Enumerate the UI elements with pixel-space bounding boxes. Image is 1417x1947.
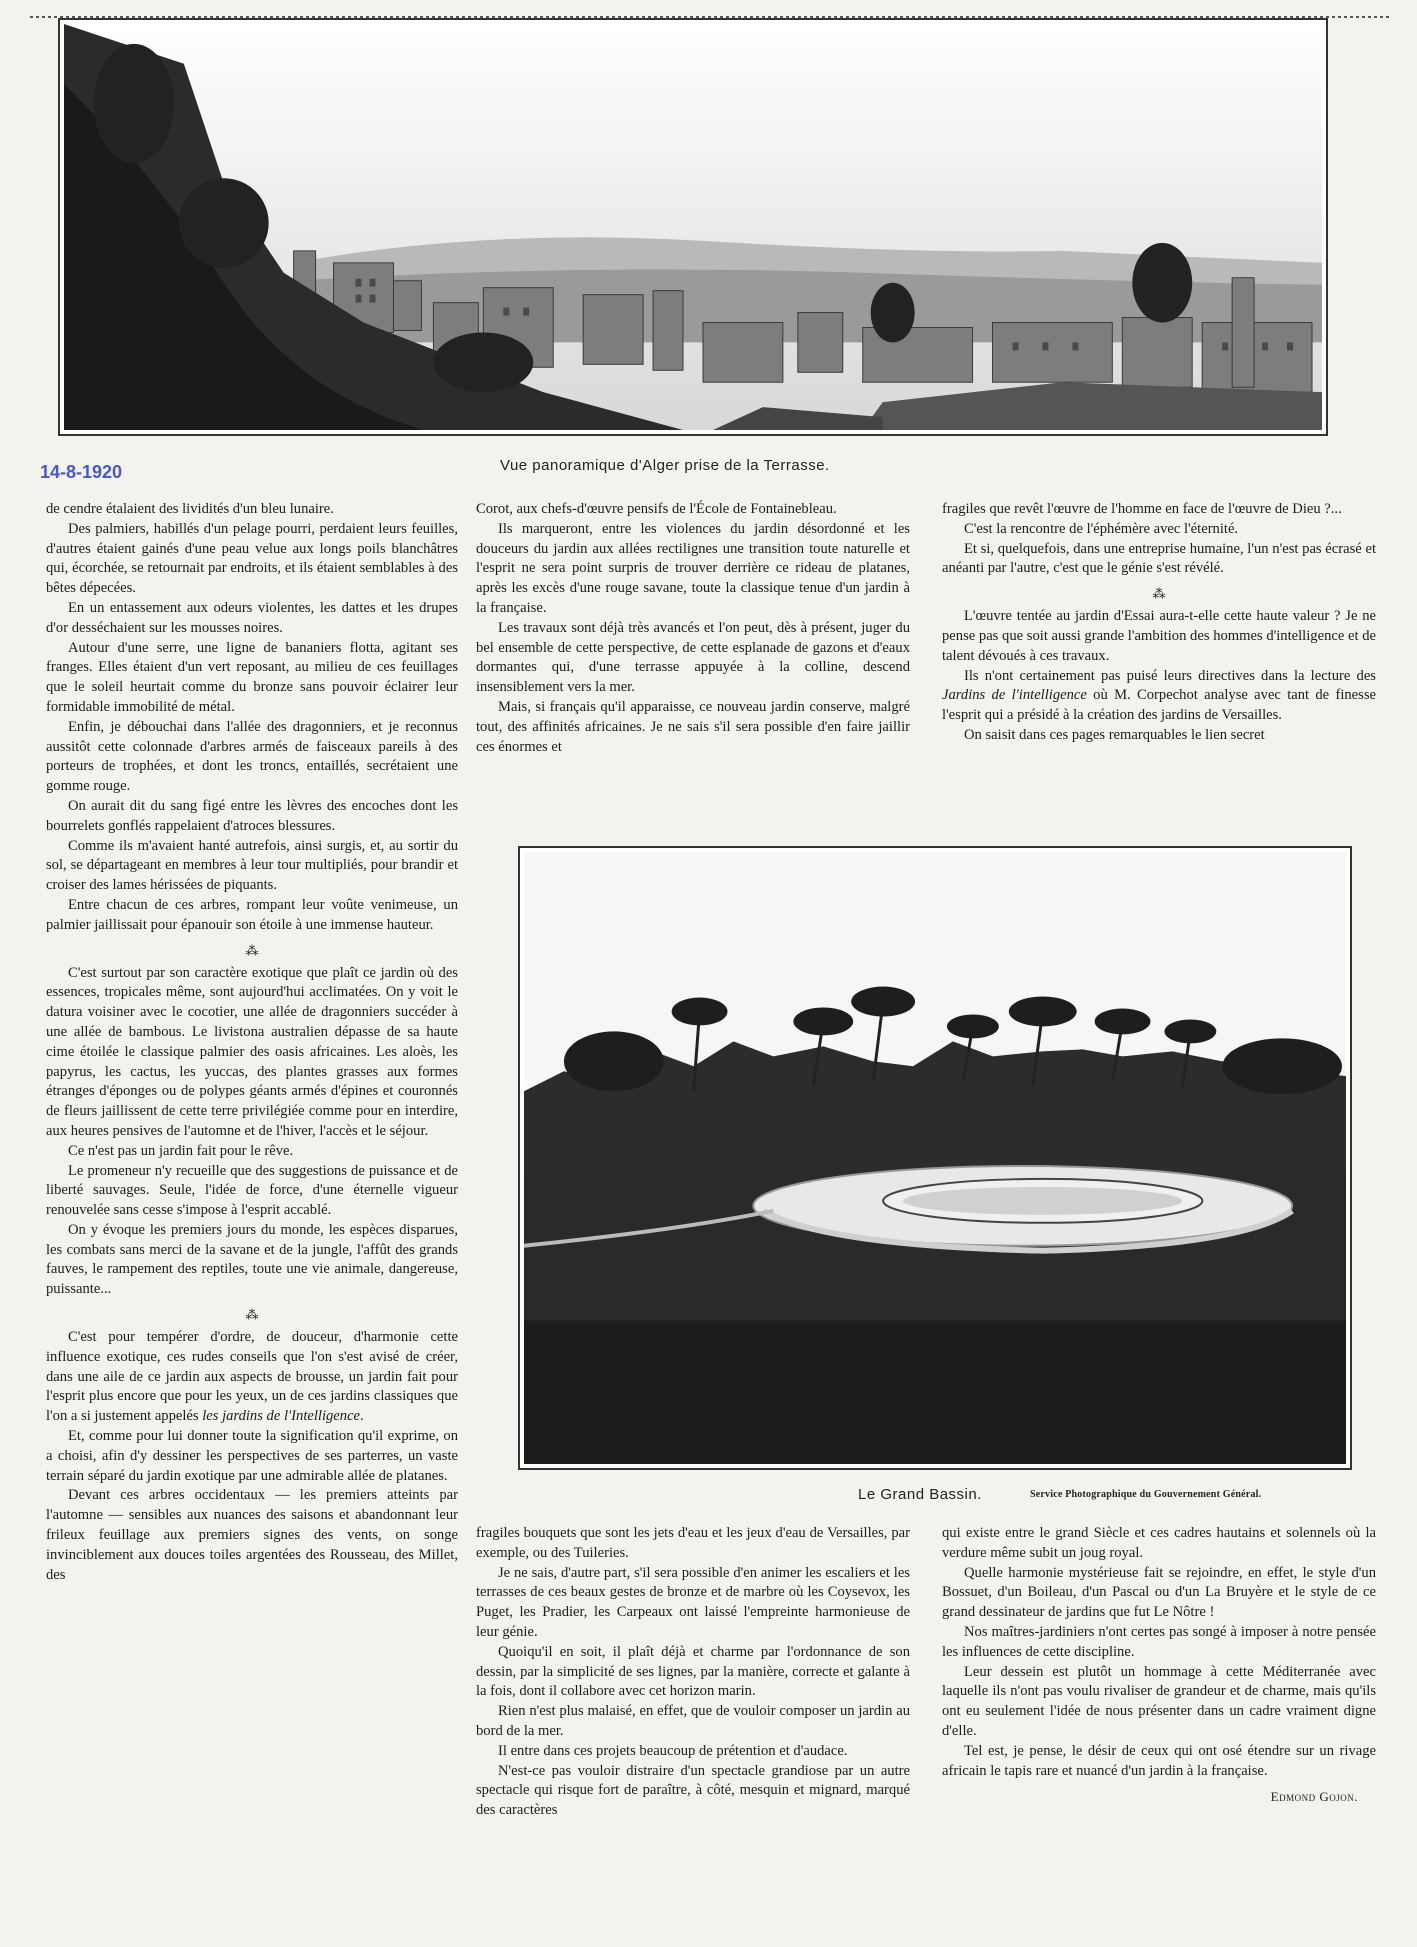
paragraph: Je ne sais, d'autre part, s'il sera possible d'en animer les escaliers et les terrasses de ces beaux gestes de bronze et de marbre où les Coysevox, les Puget, les Pradier, les Carpeaux ont laissé l'empreinte harmonieuse de leur génie. [476,1564,910,1640]
paragraph: Et, comme pour lui donner toute la signification qu'il exprime, on a choisi, afin d'y dessiner les perspectives de ses parterres, un vaste terrain séparé du jardin exotique par une admirable allée de platanes. [46,1428,458,1484]
photo-credit: Service Photographique du Gouvernement Général. [1030,1489,1262,1500]
article-column-3-bottom [942,1524,1376,1934]
section-separator: ⁂ [245,1307,259,1323]
paragraph: Enfin, je débouchai dans l'allée des dragonniers, et je reconnus aussitôt cette colonnade d'arbres armés de faisceaux pareils à des porteurs de trophées, et dont les troncs, entaillés, secrétaient une gomme rouge. [46,718,458,795]
article-column-1 [46,500,458,1940]
paragraph: fragiles que revêt l'œuvre de l'homme en face de l'œuvre de Dieu ?... [942,501,1342,517]
paragraph: Ce n'est pas un jardin fait pour le rêve. [68,1142,294,1159]
paragraph: Devant ces arbres occidentaux — les premiers atteints par l'automne — sensibles aux nuances des saisons et abandonnant leur frileux feuillage aux premiers signes des vents, on songe invinciblement aux douces toiles argentées des Rousseau, des Millet, des [46,1487,458,1583]
paragraph: Nos maîtres-jardiniers n'ont certes pas songé à imposer à notre pensée les influences de cette discipline. [942,1623,1376,1660]
paragraph: Corot, aux chefs-d'œuvre pensifs de l'École de Fontainebleau. [476,501,837,517]
paragraph: de cendre étalaient des lividités d'un bleu lunaire. [46,501,334,517]
paragraph: L'œuvre tentée au jardin d'Essai aura-t-elle cette haute valeur ? Je ne pense pas que soit aussi grande l'ambition des hommes d'intelligence et de talent dévoués à ces travaux. [942,608,1376,664]
grand-bassin-photo [518,846,1352,1470]
paragraph: On saisit dans ces pages remarquables le lien secret [964,726,1265,743]
paragraph: fragiles bouquets que sont les jets d'eau et les jeux d'eau de Versailles, par exemple, ou des Tuileries. [476,1525,910,1561]
paragraph: C'est la rencontre de l'éphémère avec l'éternité. [964,520,1239,537]
panorama-illustration [64,24,1322,430]
section-separator: ⁂ [245,942,259,958]
paragraph: Autour d'une serre, une ligne de bananiers flotta, agitant ses franges. Elles étaient d'un vert reposant, au milieu de ces feuillages que le soleil heurtait comme du bronze sans pouvoir éclairer leur formidable immobilité de métal. [46,639,458,715]
paragraph: Quelle harmonie mystérieuse fait se rejoindre, en effet, le style d'un Bossuet, d'un Boileau, d'un Pascal ou d'un La Bruyère et le style de ce grand dessinateur de jardins que fut Le Nôtre ! [942,1564,1376,1621]
paragraph: Entre chacun de ces arbres, rompant leur voûte venimeuse, un palmier jaillissait pour épanouir son étoile à une immense hauteur. [46,896,458,933]
paragraph: Et si, quelquefois, dans une entreprise humaine, l'un n'est pas écrasé et anéanti par l'autre, c'est que le génie s'est révélé. [942,540,1376,577]
paragraph: Il entre dans ces projets beaucoup de prétention et d'audace. [498,1742,848,1759]
paragraph: Ils n'ont certainement pas puisé leurs directives dans la lecture des Jardins de l'intelligence où M. Corpechot analyse avec tant de finesse l'esprit qui a présidé à la création des jardins de Versailles. [942,667,1376,724]
paragraph: Ils marqueront, entre les violences du jardin désordonné et les douceurs du jardin aux allées rectilignes une transition toute naturelle et l'esprit ne sera point surpris de trouver derrière ce rideau de platanes, après les excès d'une rouge savane, toute la classique tenue d'un jardin à la française. [476,520,910,616]
paragraph: Tel est, je pense, le désir de ceux qui ont osé étendre sur un rivage africain le tapis rare et nuancé d'un jardin à la française. [942,1742,1376,1779]
paragraph: N'est-ce pas vouloir distraire d'un spectacle grandiose par un autre spectacle qui risque fort de paraître, à côté, mesquin et mignard, marqué des caractères [476,1762,910,1819]
garden-illustration [524,852,1346,1464]
panorama-caption: Vue panoramique d'Alger prise de la Terrasse. [500,457,830,474]
paragraph: Des palmiers, habillés d'un pelage pourri, perdaient leurs feuilles, d'autres étaient gainés d'une peau velue aux longs poils blanchâtres qui, écorchée, se retournait par endroits, et ils étaient semblables à des bêtes dépecées. [46,520,458,597]
article-column-3-top [942,500,1376,820]
paragraph: Les travaux sont déjà très avancés et l'on peut, dès à présent, juger du bel ensemble de cette perspective, de cette esplanade de gazons et d'eaux dormantes qui, d'une terrasse appuyée à la colline, descend insensiblement vers la mer. [476,619,910,696]
paragraph: On aurait dit du sang figé entre les lèvres des encoches dont les bourrelets gonflés rappelaient d'atroces blessures. [46,797,458,834]
paragraph: Rien n'est plus malaisé, en effet, que de vouloir composer un jardin au bord de la mer. [476,1703,910,1739]
grand-bassin-caption: Le Grand Bassin. [858,1486,982,1503]
paragraph: En un entassement aux odeurs violentes, les dattes et les drupes d'or desséchaient sur les mousses noires. [46,599,458,636]
date-stamp: 14-8-1920 [40,462,123,482]
paragraph: Leur dessein est plutôt un hommage à cette Méditerranée avec laquelle ils n'ont pas voulu rivaliser de grandeur et de charme, mais qu'ils ont eu seulement l'idée de nous présenter dans un cadre vraiment digne d'elle. [942,1663,1376,1739]
paragraph: qui existe entre le grand Siècle et ces cadres hautains et solennels où la verdure même subit un joug royal. [942,1525,1376,1561]
author-signature: Edmond Gojon. [1270,1789,1358,1805]
paragraph: C'est pour tempérer d'ordre, de douceur, d'harmonie cette influence exotique, ces rudes conseils que l'on s'est avisé de créer, dans une aile de ce jardin aux aspects de brousse, un jardin fait pour l'esprit plus encore que pour les yeux, un de ces jardins classiques que l'on a si justement appelés les jardins de l'Intelligence. [46,1329,458,1425]
paragraph: Le promeneur n'y recueille que des suggestions de puissance et de liberté sauvages. Seule, l'idée de force, d'une éternelle vigueur renouvelée sans cesse s'impose à l'esprit accablé. [46,1162,458,1219]
panorama-photo [58,18,1328,436]
section-separator: ⁂ [1152,586,1166,602]
paragraph: C'est surtout par son caractère exotique que plaît ce jardin où des essences, tropicales même, sont aujourd'hui acclimatées. On y voit le datura voisiner avec le cocotier, une allée de dragonniers succéder à une allée de bambous. Le livistona australien dépasse de sa haute cime étoilée le classique palmier des oasis africaines. Les aloès, les papyrus, les cactus, les yuccas, des plantes grasses aux formes étranges d'éponges ou de polypes géants armés d'épines et couronnés de fleurs jaillissent de cette terre privilégiée comme pour en interdire, aux heures pensives de l'automne et de l'hiver, l'accès et le séjour. [46,964,458,1139]
article-column-2-top [476,500,910,820]
paragraph: Mais, si français qu'il apparaisse, ce nouveau jardin conserve, malgré tout, des affinités africaines. Je ne sais s'il sera possible d'en faire jaillir ces énormes et [476,698,910,755]
paragraph: On y évoque les premiers jours du monde, les espèces disparues, les combats sans merci de la savane et de la jungle, l'affût des grands fauves, le rampement des reptiles, toute une vie animale, dangereuse, puissante... [46,1221,458,1298]
article-column-2-bottom [476,1524,910,1934]
paragraph: Comme ils m'avaient hanté autrefois, ainsi surgis, et, au sortir du sol, se départageant en membres à leur tour multipliés, pour brandir et croiser des lames hérissées de piquants. [46,837,458,894]
paragraph: Quoiqu'il en soit, il plaît déjà et charme par l'ordonnance de son dessin, par la simplicité de ses lignes, par la manière, correcte et galante à la fois, dont il collabore avec cet horizon marin. [476,1643,910,1700]
